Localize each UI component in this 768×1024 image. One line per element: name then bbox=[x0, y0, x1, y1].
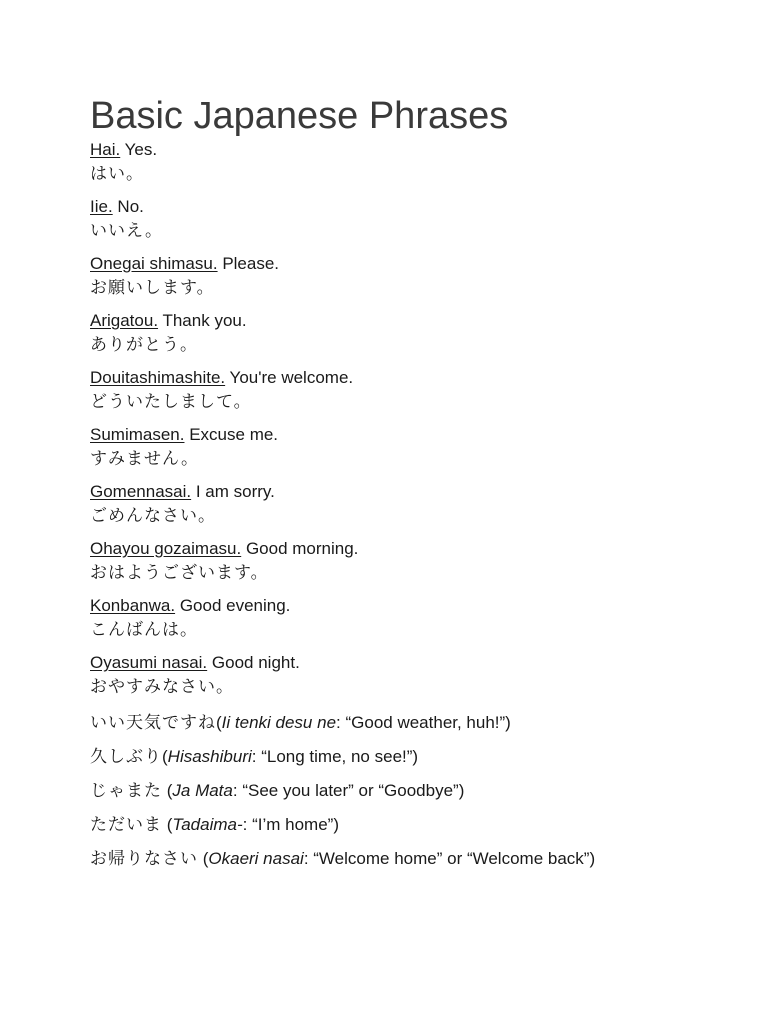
english-text: Yes. bbox=[124, 140, 158, 159]
phrase-entry-hai bbox=[90, 138, 730, 186]
romaji-text: Sumimasen. bbox=[90, 425, 185, 444]
phrase-entry-iie bbox=[90, 195, 730, 243]
meaning-text: : “Welcome home” or “Welcome back”) bbox=[303, 849, 596, 868]
japanese-text: こんばんは。 bbox=[90, 620, 198, 640]
english-text: Good evening. bbox=[179, 596, 291, 615]
phrase-entry-gomennasai bbox=[90, 480, 730, 528]
japanese-text: じゃまた bbox=[90, 781, 162, 801]
romaji-text: Gomennasai. bbox=[90, 482, 192, 501]
phrase-entry-arigatou bbox=[90, 309, 730, 357]
open-paren: ( bbox=[162, 781, 173, 800]
romaji-text: Hai. bbox=[90, 140, 121, 159]
english-text: Please. bbox=[222, 254, 280, 273]
japanese-text: いい天気ですね bbox=[90, 713, 216, 733]
english-text: You're welcome. bbox=[229, 368, 354, 387]
romaji-text: Arigatou. bbox=[90, 311, 159, 330]
phrase-entry-oyasumi-nasai bbox=[90, 651, 730, 699]
romaji-text: Oyasumi nasai. bbox=[90, 653, 208, 672]
document-page bbox=[90, 94, 730, 881]
romaji-text: Konbanwa. bbox=[90, 596, 176, 615]
meaning-text: : “I’m home”) bbox=[242, 815, 339, 834]
japanese-text: ありがとう。 bbox=[90, 335, 198, 355]
phrase-entry-ohayou-gozaimasu bbox=[90, 537, 730, 585]
japanese-text: いいえ。 bbox=[90, 221, 164, 241]
english-text: Good morning. bbox=[245, 539, 359, 558]
japanese-text: ごめんなさい。 bbox=[90, 506, 216, 526]
english-text: Thank you. bbox=[162, 311, 247, 330]
romaji-text: Okaeri nasai bbox=[208, 849, 304, 868]
phrase-line-ii-tenki bbox=[90, 711, 730, 735]
japanese-text: お願いします。 bbox=[90, 278, 215, 298]
english-text: No. bbox=[117, 197, 144, 216]
open-paren: ( bbox=[162, 747, 168, 766]
japanese-text: 久しぶり bbox=[90, 747, 162, 767]
romaji-text: Ii tenki desu ne bbox=[221, 713, 337, 732]
phrase-line-tadaima bbox=[90, 813, 730, 837]
romaji-text: Hisashiburi bbox=[167, 747, 252, 766]
romaji-text: Douitashimashite. bbox=[90, 368, 226, 387]
japanese-text: おはようございます。 bbox=[90, 563, 269, 583]
romaji-text: Iie. bbox=[90, 197, 113, 216]
romaji-text: Ja Mata bbox=[172, 781, 233, 800]
phrase-entry-sumimasen bbox=[90, 423, 730, 471]
english-text: Good night. bbox=[211, 653, 300, 672]
open-paren: ( bbox=[198, 849, 209, 868]
japanese-text: はい。 bbox=[90, 164, 144, 184]
english-text: I am sorry. bbox=[195, 482, 275, 501]
phrase-entry-douitashimashite bbox=[90, 366, 730, 414]
english-text: Excuse me. bbox=[189, 425, 279, 444]
phrase-entry-konbanwa bbox=[90, 594, 730, 642]
meaning-text: : “Good weather, huh!”) bbox=[336, 713, 511, 732]
open-paren: ( bbox=[216, 713, 222, 732]
romaji-text: Ohayou gozaimasu. bbox=[90, 539, 242, 558]
meaning-text: : “Long time, no see!”) bbox=[251, 747, 419, 766]
phrase-entry-onegai-shimasu bbox=[90, 252, 730, 300]
phrase-line-okaeri-nasai bbox=[90, 847, 730, 871]
japanese-text: おやすみなさい。 bbox=[90, 677, 234, 697]
page-title: Basic Japanese Phrases bbox=[90, 95, 509, 137]
open-paren: ( bbox=[162, 815, 173, 834]
romaji-text: Onegai shimasu. bbox=[90, 254, 218, 273]
japanese-text: ただいま bbox=[90, 815, 162, 835]
romaji-text: Tadaima- bbox=[172, 815, 243, 834]
meaning-text: : “See you later” or “Goodbye”) bbox=[232, 781, 465, 800]
phrase-line-hisashiburi bbox=[90, 745, 730, 769]
japanese-text: どういたしまして。 bbox=[90, 392, 252, 412]
japanese-text: お帰りなさい bbox=[90, 849, 198, 869]
phrase-line-ja-mata bbox=[90, 779, 730, 803]
japanese-text: すみません。 bbox=[90, 449, 200, 469]
